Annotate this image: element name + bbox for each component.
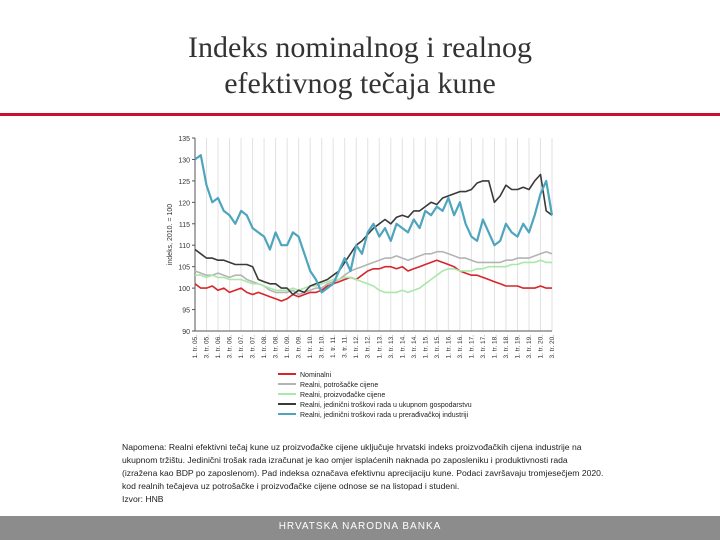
slide-title-line-2: efektivnog tečaja kune <box>224 67 496 100</box>
y-axis-title: indeks, 2010. = 100 <box>167 203 174 266</box>
x-tick-label: 3. tr. 19. <box>525 335 533 359</box>
x-tick-label: 1. tr. 16. <box>445 335 453 359</box>
legend-label: Realni, proizvođačke cijene <box>300 392 386 399</box>
title-divider <box>0 113 720 116</box>
footer-brand: HRVATSKA NARODNA BANKA <box>278 521 442 532</box>
x-tick-label: 1. tr. 11. <box>330 335 338 359</box>
source-line: Izvor: HNB <box>122 494 164 504</box>
y-tick-label: 120 <box>178 200 190 208</box>
x-tick-label: 3. tr. 20. <box>549 335 556 359</box>
y-tick-label: 125 <box>178 178 190 186</box>
legend-label: Nominalni <box>300 372 332 379</box>
slide-title <box>0 30 720 102</box>
chart-note <box>122 441 667 506</box>
x-tick-label: 1. tr. 13. <box>376 335 384 359</box>
x-tick-label: 3. tr. 12. <box>364 335 372 359</box>
x-tick-label: 1. tr. 12. <box>353 335 361 359</box>
x-tick-label: 3. tr. 13. <box>387 335 395 359</box>
note-line-4: kod realnih tečajeva uz potrošačke i proizvođačke cijene odnose se na listopad i studeni. <box>122 481 460 491</box>
x-tick-label: 3. tr. 17. <box>479 335 487 359</box>
note-line-1: Napomena: Realni efektivni tečaj kune uz proizvođačke cijene uključuje hrvatski indeks proizvođačkih cijena industrije na <box>122 442 582 452</box>
x-tick-label: 1. tr. 14. <box>399 335 407 359</box>
x-tick-label: 1. tr. 07. <box>238 335 246 359</box>
y-tick-label: 130 <box>178 157 190 165</box>
y-tick-label: 90 <box>182 329 190 336</box>
legend-label: Realni, jedinični troškovi rada u prerađivačkoj industriji <box>300 412 469 419</box>
x-tick-label: 1. tr. 17. <box>468 335 476 359</box>
footer-bar <box>0 516 720 540</box>
x-tick-label: 1. tr. 06. <box>215 335 223 359</box>
series-line-4 <box>195 175 552 295</box>
exchange-rate-chart <box>160 128 560 428</box>
x-tick-label: 3. tr. 14. <box>410 335 418 359</box>
x-tick-label: 1. tr. 08. <box>261 335 269 359</box>
x-tick-label: 3. tr. 11. <box>341 335 349 359</box>
series-line-5 <box>195 155 552 292</box>
x-tick-label: 3. tr. 16. <box>456 335 464 359</box>
x-tick-label: 1. tr. 19. <box>514 335 522 359</box>
legend-label: Realni, jedinični troškovi rada u ukupnom gospodarstvu <box>300 402 472 409</box>
y-tick-label: 115 <box>178 221 190 229</box>
note-line-3: (izražena kao BDP po zaposlenom). Pad indeksa označava efektivnu aprecijaciju kune. Podaci završavaju tromjesečjem 2020. <box>122 468 604 478</box>
slide-title-line-1: Indeks nominalnog i realnog <box>187 31 533 64</box>
y-tick-label: 100 <box>178 286 190 294</box>
x-tick-label: 1. tr. 20. <box>537 335 545 359</box>
x-tick-label: 3. tr. 10. <box>318 335 326 359</box>
x-tick-label: 1. tr. 10. <box>307 335 315 359</box>
x-tick-label: 1. tr. 09. <box>284 335 292 359</box>
x-tick-label: 3. tr. 18. <box>502 335 510 359</box>
x-tick-label: 3. tr. 05. <box>203 335 211 359</box>
x-tick-label: 3. tr. 07. <box>249 335 257 359</box>
y-tick-label: 95 <box>182 307 190 315</box>
note-line-2: ukupnom tržištu. Jedinični trošak rada izračunat je kao omjer isplaćenih naknada po zaposleniku i produktivnosti rada <box>122 455 568 465</box>
series-line-2 <box>195 252 552 295</box>
x-tick-label: 1. tr. 05. <box>192 335 199 359</box>
x-tick-label: 3. tr. 15. <box>433 335 441 359</box>
x-tick-label: 3. tr. 09. <box>295 335 303 359</box>
y-tick-label: 110 <box>178 243 190 251</box>
x-tick-label: 1. tr. 18. <box>491 335 499 359</box>
y-tick-label: 135 <box>178 136 190 143</box>
y-tick-label: 105 <box>178 264 190 272</box>
legend-label: Realni, potrošačke cijene <box>300 382 379 389</box>
x-tick-label: 3. tr. 08. <box>272 335 280 359</box>
x-tick-label: 1. tr. 15. <box>422 335 430 359</box>
x-tick-label: 3. tr. 06. <box>226 335 234 359</box>
